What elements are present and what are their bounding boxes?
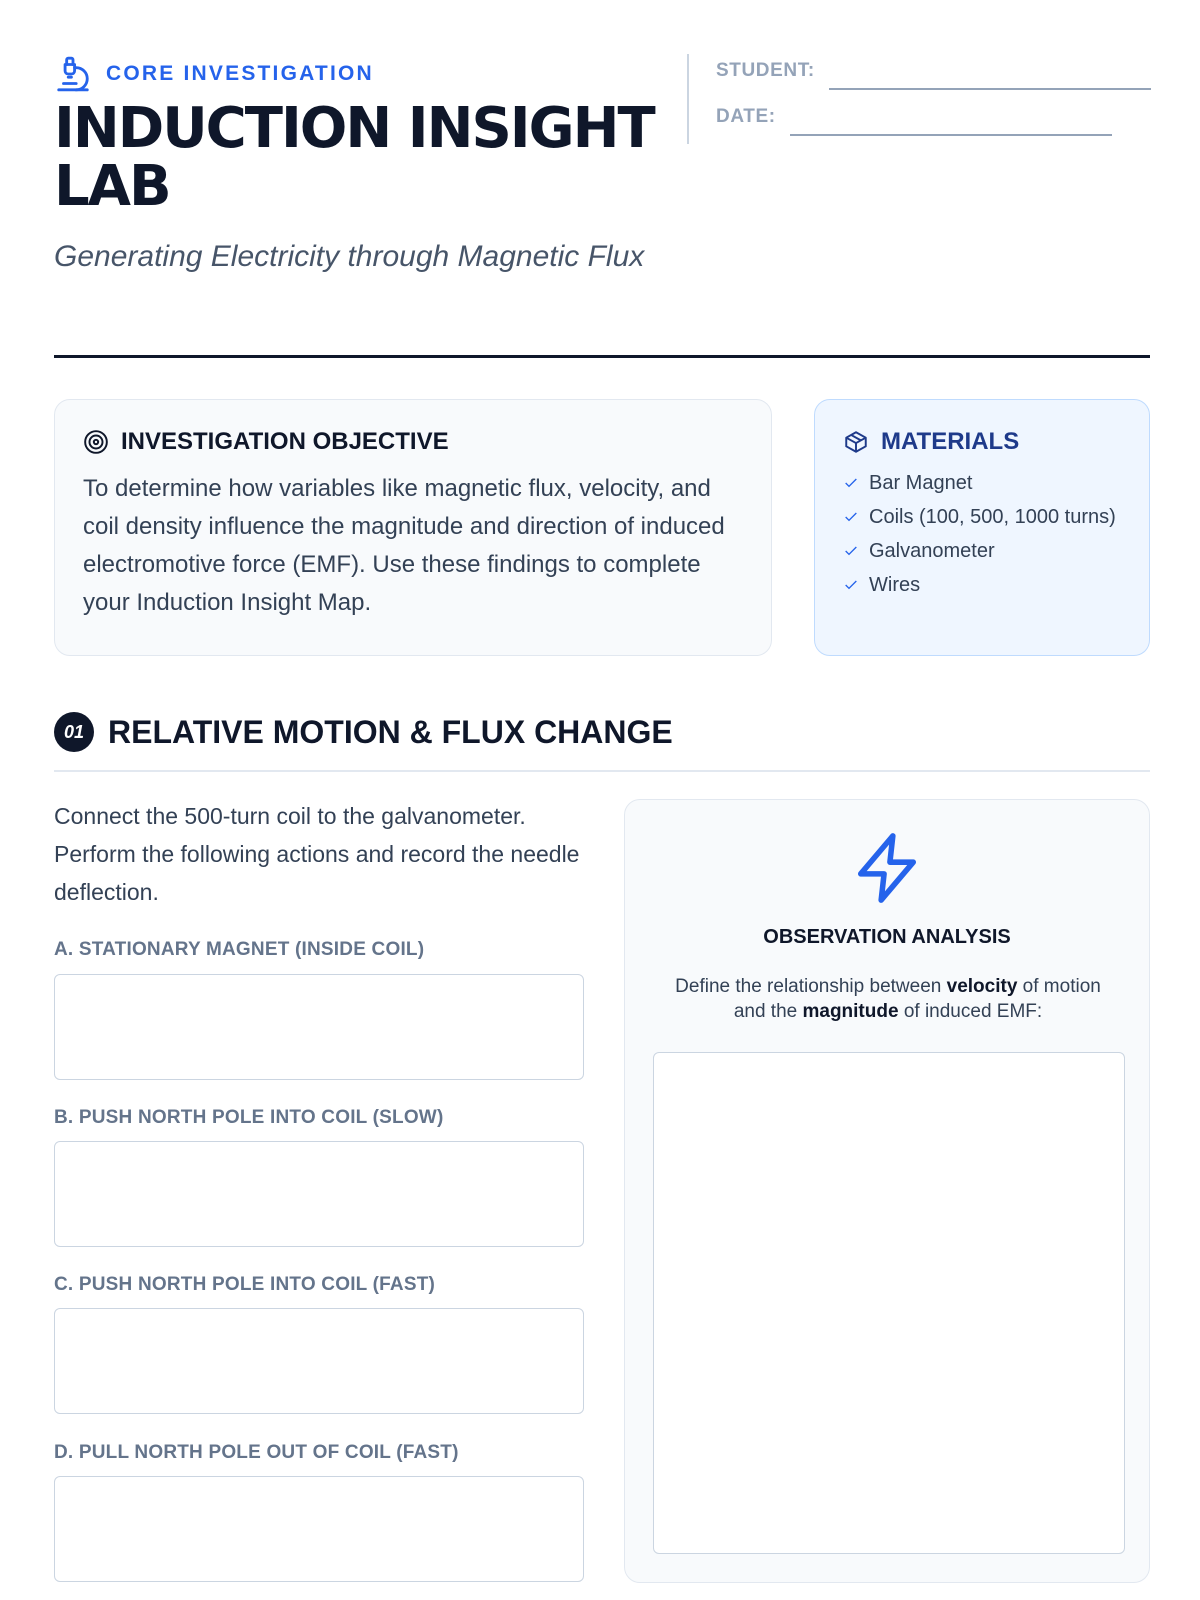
- material-label: Coils (100, 500, 1000 turns): [869, 506, 1116, 528]
- list-item: [843, 470, 1121, 496]
- answer-box-b[interactable]: [54, 1141, 584, 1247]
- materials-card: [814, 399, 1150, 656]
- observation-answer-box[interactable]: [653, 1052, 1125, 1554]
- microscope-icon: [54, 55, 92, 93]
- question-label-c: C. PUSH NORTH POLE INTO COIL (FAST): [54, 1274, 436, 1295]
- objective-title: INVESTIGATION OBJECTIVE: [121, 428, 449, 455]
- material-label: Wires: [869, 574, 921, 596]
- observation-title: OBSERVATION ANALYSIS: [763, 926, 1011, 948]
- list-item: [843, 572, 1121, 598]
- materials-title: MATERIALS: [881, 428, 1020, 455]
- section-rule: [54, 770, 1150, 772]
- objective-text: To determine how variables like magnetic flux, velocity, and coil density influence the magnitude and direction of induced electromotive force (EMF). Use these findings to complete your Induction Insight Map.: [83, 475, 725, 616]
- check-icon: [843, 509, 859, 525]
- target-icon: [83, 429, 109, 455]
- check-icon: [843, 543, 859, 559]
- section-header: [54, 712, 673, 752]
- section-instructions: Connect the 500-turn coil to the galvanometer. Perform the following actions and record the needle deflection.: [54, 803, 580, 905]
- section-title: RELATIVE MOTION & FLUX CHANGE: [108, 713, 673, 750]
- observation-card: [624, 799, 1150, 1583]
- student-field: [716, 60, 1151, 82]
- date-input-line[interactable]: [790, 134, 1112, 136]
- check-icon: [843, 475, 859, 491]
- question-label-d: D. PULL NORTH POLE OUT OF COIL (FAST): [54, 1442, 459, 1463]
- eyebrow-label: CORE INVESTIGATION: [106, 62, 374, 85]
- date-field: [716, 106, 1112, 128]
- date-label: DATE:: [716, 106, 776, 127]
- material-label: Galvanometer: [869, 540, 995, 562]
- package-icon: [843, 429, 869, 455]
- student-label: STUDENT:: [716, 60, 815, 81]
- objective-card: [54, 399, 772, 656]
- section-number-badge: 01: [54, 712, 94, 752]
- question-label-b: B. PUSH NORTH POLE INTO COIL (SLOW): [54, 1107, 444, 1128]
- answer-box-a[interactable]: [54, 974, 584, 1080]
- lightning-bolt-icon: [852, 830, 922, 906]
- eyebrow: [54, 55, 374, 93]
- student-input-line[interactable]: [829, 88, 1151, 90]
- materials-list: [843, 470, 1121, 598]
- check-icon: [843, 577, 859, 593]
- answer-box-d[interactable]: [54, 1476, 584, 1582]
- answer-box-c[interactable]: [54, 1308, 584, 1414]
- list-item: [843, 538, 1121, 564]
- page-title: INDUCTION INSIGHT LAB: [54, 96, 654, 219]
- observation-prompt: Define the relationship between velocity of motion and the magnitude of induced EMF:: [675, 976, 1101, 1022]
- list-item: [843, 504, 1121, 530]
- page-subtitle: Generating Electricity through Magnetic Flux: [54, 240, 645, 273]
- material-label: Bar Magnet: [869, 472, 973, 494]
- question-label-a: A. STATIONARY MAGNET (INSIDE COIL): [54, 939, 425, 960]
- header-rule: [54, 355, 1150, 358]
- header-divider: [687, 54, 689, 144]
